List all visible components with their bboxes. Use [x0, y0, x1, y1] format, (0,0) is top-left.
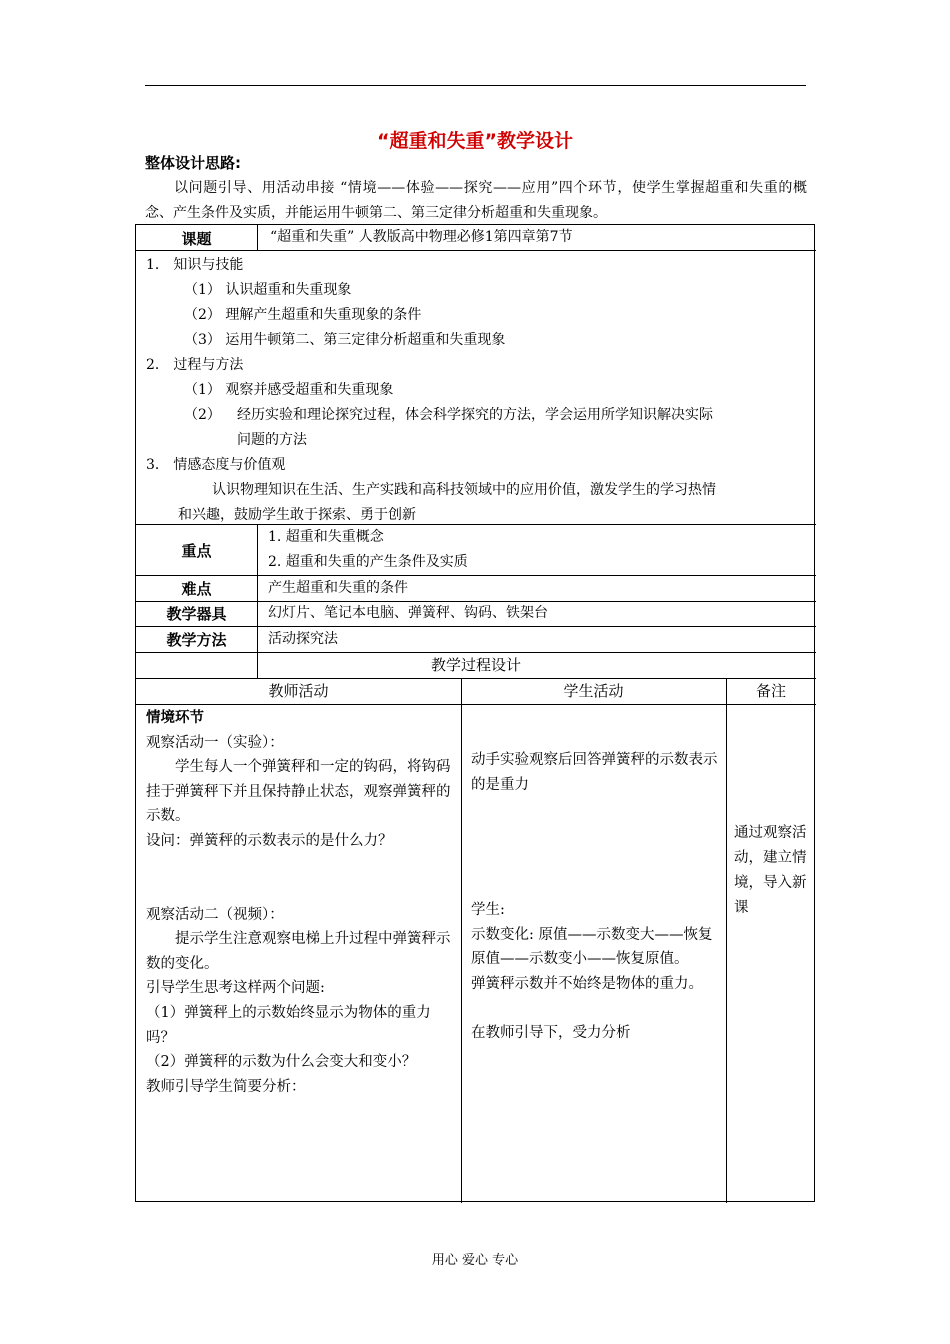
document-title: “超重和失重”教学设计	[377, 130, 573, 152]
activity-2-text: 提示学生注意观察电梯上升过程中弹簧秤示数的变化。	[146, 931, 451, 972]
student-activity	[471, 748, 721, 797]
student-activity	[471, 898, 721, 1046]
teacher-activity	[146, 706, 452, 1099]
student-response-3: 在教师引导下，受力分析	[471, 1024, 631, 1041]
equipment-value: 幻灯片、笔记本电脑、弹簧秤、钩码、铁架台	[268, 605, 548, 621]
student-response-2-label: 学生:	[471, 902, 505, 918]
objective-section-1: 1． 知识与技能	[146, 257, 244, 273]
overall-text: 以问题引导、用活动串接 “情境——体验——探究——应用”四个环节，使学生掌握超重和失重的概念、产生条件及实质，并能运用牛顿第二、第三定律分析超重和失重现象。	[145, 180, 807, 221]
activity-2-title: 观察活动二（视频）：	[146, 906, 284, 923]
objective-item-text: 经历实验和理论探究过程，体会科学探究的方法，学会运用所学知识解决实际	[237, 407, 713, 423]
key-point-item: 2. 超重和失重的产生条件及实质	[268, 554, 468, 570]
activity-1-title: 观察活动一（实验）：	[146, 734, 284, 751]
header-rule	[145, 85, 806, 86]
objective-item: （1） 认识超重和失重现象	[184, 282, 352, 298]
activity-1-question: 设问：弹簧秤的示数表示的是什么力？	[146, 832, 393, 849]
note-column-header: 备注	[755, 682, 786, 700]
topic-value: “超重和失重” 人教版高中物理必修1第四章第7节	[270, 229, 573, 245]
objective-section-3: 3． 情感态度与价值观	[146, 457, 286, 473]
student-response-2-conclusion: 弹簧秤示数并不始终是物体的重力。	[471, 975, 703, 992]
equipment-label: 教学器具	[166, 605, 227, 623]
method-label: 教学方法	[166, 631, 227, 649]
process-title: 教学过程设计	[430, 656, 521, 674]
student-column-header: 学生活动	[563, 682, 624, 700]
key-point-item: 1. 超重和失重概念	[268, 529, 384, 545]
note-text: 通过观察活动，建立情境，导入新课	[734, 825, 807, 916]
difficulty-value: 产生超重和失重的条件	[268, 580, 408, 596]
objective-text: 和兴趣，鼓励学生敢于探索、勇于创新	[178, 507, 416, 523]
activity-1-text: 学生每人一个弹簧秤和一定的钩码，将钩码挂于弹簧秤下并且保持静止状态，观察弹簧秤的示数。	[146, 759, 451, 825]
objective-item-text: 问题的方法	[237, 432, 307, 448]
method-value: 活动探究法	[268, 631, 338, 647]
objective-item: （2） 理解产生超重和失重现象的条件	[184, 307, 422, 323]
difficulty-label: 难点	[181, 580, 212, 598]
overall-heading: 整体设计思路:	[145, 154, 241, 172]
section-title: 情境环节	[146, 710, 204, 726]
activity-2-question-1: （1）弹簧秤上的示数始终显示为物体的重力吗？	[146, 1004, 431, 1046]
objective-item: （3） 运用牛顿第二、第三定律分析超重和失重现象	[184, 332, 506, 348]
objective-text: 认识物理知识在生活、生产实践和高科技领域中的应用价值，激发学生的学习热情	[212, 482, 716, 498]
teacher-column-header: 教师活动	[268, 682, 329, 700]
lesson-table	[135, 224, 815, 1202]
objective-section-2: 2． 过程与方法	[146, 357, 244, 373]
objective-item: （1） 观察并感受超重和失重现象	[184, 382, 394, 398]
student-response-2-text: 示数变化: 原值——示数变大——恢复原值——示数变小——恢复原值。	[471, 926, 713, 968]
key-points-label: 重点	[181, 542, 212, 560]
activity-2-question-2: （2）弹簧秤的示数为什么会变大和变小？	[146, 1054, 417, 1071]
student-response-1: 动手实验观察后回答弹簧秤的示数表示的是重力	[471, 752, 718, 793]
footer-text: 用心 爱心 专心	[431, 1253, 519, 1268]
objective-item-number: （2）	[184, 407, 221, 423]
activity-2-analysis: 教师引导学生简要分析：	[146, 1078, 306, 1095]
activity-2-guide: 引导学生思考这样两个问题:	[146, 980, 325, 997]
topic-label: 课题	[181, 230, 212, 248]
